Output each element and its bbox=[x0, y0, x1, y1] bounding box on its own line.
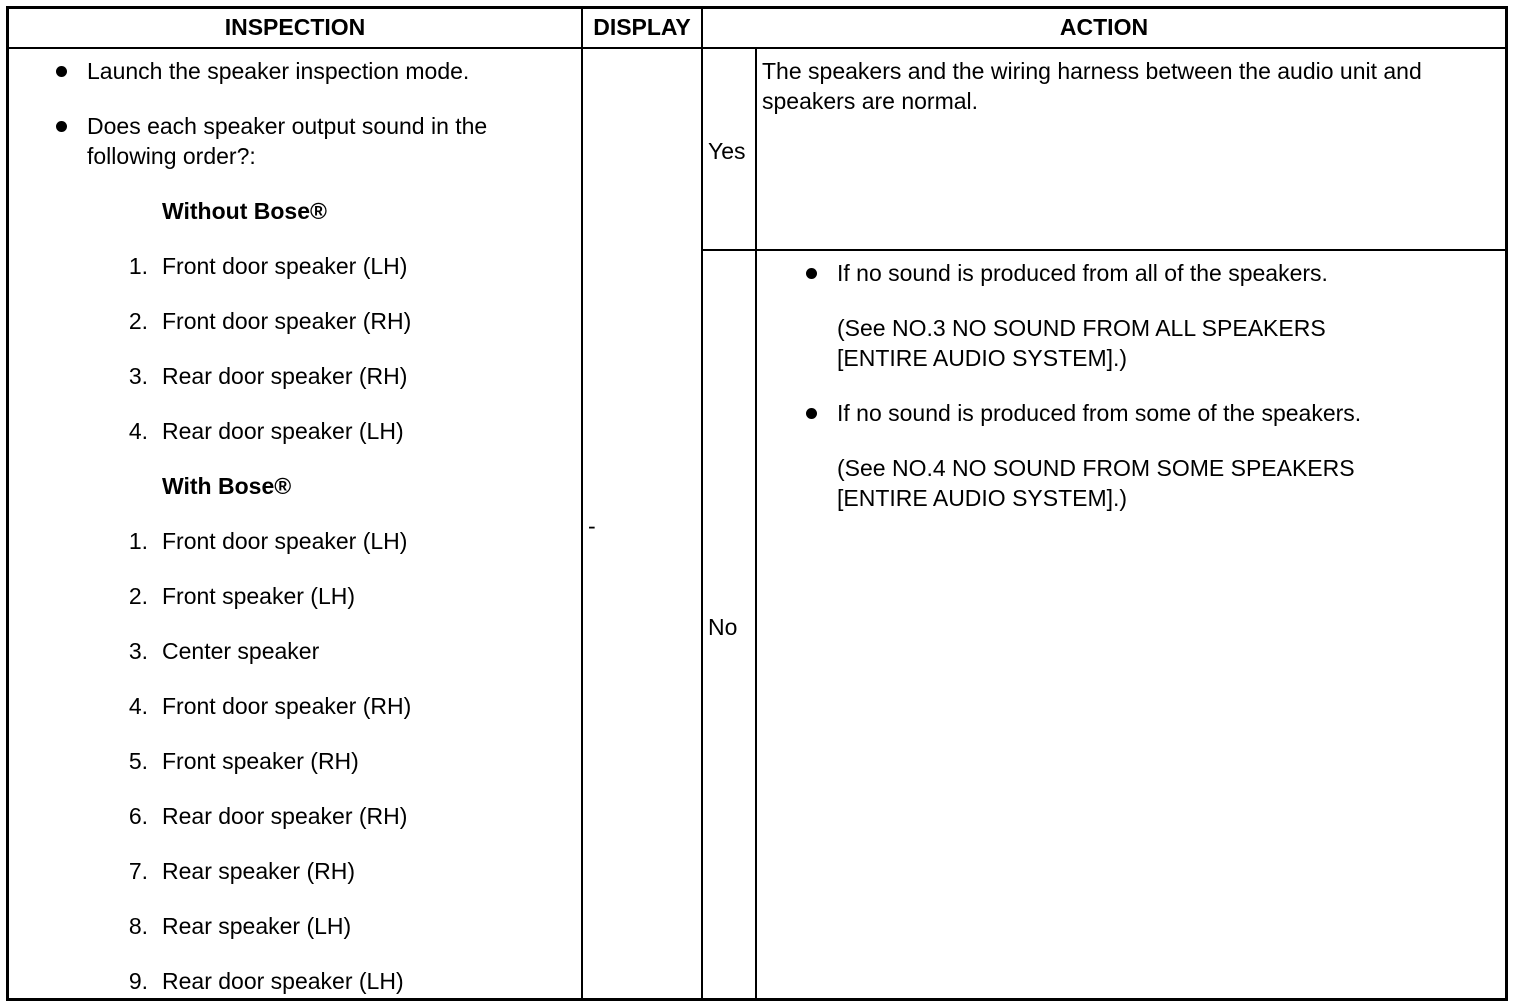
action-no-reference-all-cont[interactable]: [ENTIRE AUDIO SYSTEM].) bbox=[837, 345, 1128, 371]
action-yes-text-cont: speakers are normal. bbox=[762, 88, 979, 114]
column-divider-action bbox=[701, 6, 703, 1001]
action-no-case-all: If no sound is produced from all of the speakers. bbox=[837, 260, 1328, 286]
list-item-number: 2. bbox=[128, 308, 148, 334]
bullet-icon bbox=[806, 408, 817, 419]
inspection-step-launch: Launch the speaker inspection mode. bbox=[87, 58, 470, 84]
list-item: Rear speaker (RH) bbox=[162, 858, 355, 884]
table-border-left bbox=[6, 6, 9, 1001]
list-item: Rear speaker (LH) bbox=[162, 913, 352, 939]
yes-no-divider bbox=[701, 249, 1508, 251]
table-border-right bbox=[1505, 6, 1508, 1001]
table-border-top bbox=[6, 6, 1508, 9]
list-item-number: 6. bbox=[128, 803, 148, 829]
list-item: Front door speaker (RH) bbox=[162, 693, 412, 719]
answer-yes-label: Yes bbox=[708, 138, 746, 164]
bullet-icon bbox=[56, 121, 67, 132]
list-item-number: 5. bbox=[128, 748, 148, 774]
list-item-number: 4. bbox=[128, 418, 148, 444]
column-divider-display bbox=[581, 6, 583, 1001]
action-no-case-some: If no sound is produced from some of the speakers. bbox=[837, 400, 1362, 426]
list-item: Center speaker bbox=[162, 638, 320, 664]
list-item-number: 7. bbox=[128, 858, 148, 884]
bullet-icon bbox=[806, 268, 817, 279]
display-value: - bbox=[588, 513, 596, 539]
action-no-reference-some-cont[interactable]: [ENTIRE AUDIO SYSTEM].) bbox=[837, 485, 1128, 511]
header-display: DISPLAY bbox=[593, 14, 691, 40]
list-item: Rear door speaker (RH) bbox=[162, 363, 408, 389]
bullet-icon bbox=[56, 66, 67, 77]
list-item: Rear door speaker (LH) bbox=[162, 418, 404, 444]
action-no-reference-all[interactable]: (See NO.3 NO SOUND FROM ALL SPEAKERS bbox=[837, 315, 1326, 341]
list-item-number: 4. bbox=[128, 693, 148, 719]
action-no-reference-some[interactable]: (See NO.4 NO SOUND FROM SOME SPEAKERS bbox=[837, 455, 1355, 481]
action-yes-text: The speakers and the wiring harness between the audio unit and bbox=[762, 58, 1422, 84]
list-item: Front speaker (LH) bbox=[162, 583, 356, 609]
with-bose-title: With Bose® bbox=[162, 473, 292, 499]
list-item: Front speaker (RH) bbox=[162, 748, 359, 774]
list-item: Front door speaker (RH) bbox=[162, 308, 412, 334]
list-item-number: 1. bbox=[128, 253, 148, 279]
list-item-number: 9. bbox=[128, 968, 148, 994]
list-item: Front door speaker (LH) bbox=[162, 253, 408, 279]
inspection-step-question-cont: following order?: bbox=[87, 143, 256, 169]
list-item: Front door speaker (LH) bbox=[162, 528, 408, 554]
list-item: Rear door speaker (RH) bbox=[162, 803, 408, 829]
answer-no-label: No bbox=[708, 614, 738, 640]
header-divider bbox=[6, 47, 1508, 49]
header-action: ACTION bbox=[1059, 14, 1149, 40]
list-item-number: 3. bbox=[128, 638, 148, 664]
without-bose-title: Without Bose® bbox=[162, 198, 327, 224]
list-item-number: 3. bbox=[128, 363, 148, 389]
list-item-number: 1. bbox=[128, 528, 148, 554]
column-divider-answer bbox=[755, 47, 757, 1001]
inspection-step-question: Does each speaker output sound in the bbox=[87, 113, 488, 139]
list-item-number: 2. bbox=[128, 583, 148, 609]
list-item: Rear door speaker (LH) bbox=[162, 968, 404, 994]
header-inspection: INSPECTION bbox=[224, 14, 366, 40]
table-border-bottom bbox=[6, 998, 1508, 1001]
list-item-number: 8. bbox=[128, 913, 148, 939]
